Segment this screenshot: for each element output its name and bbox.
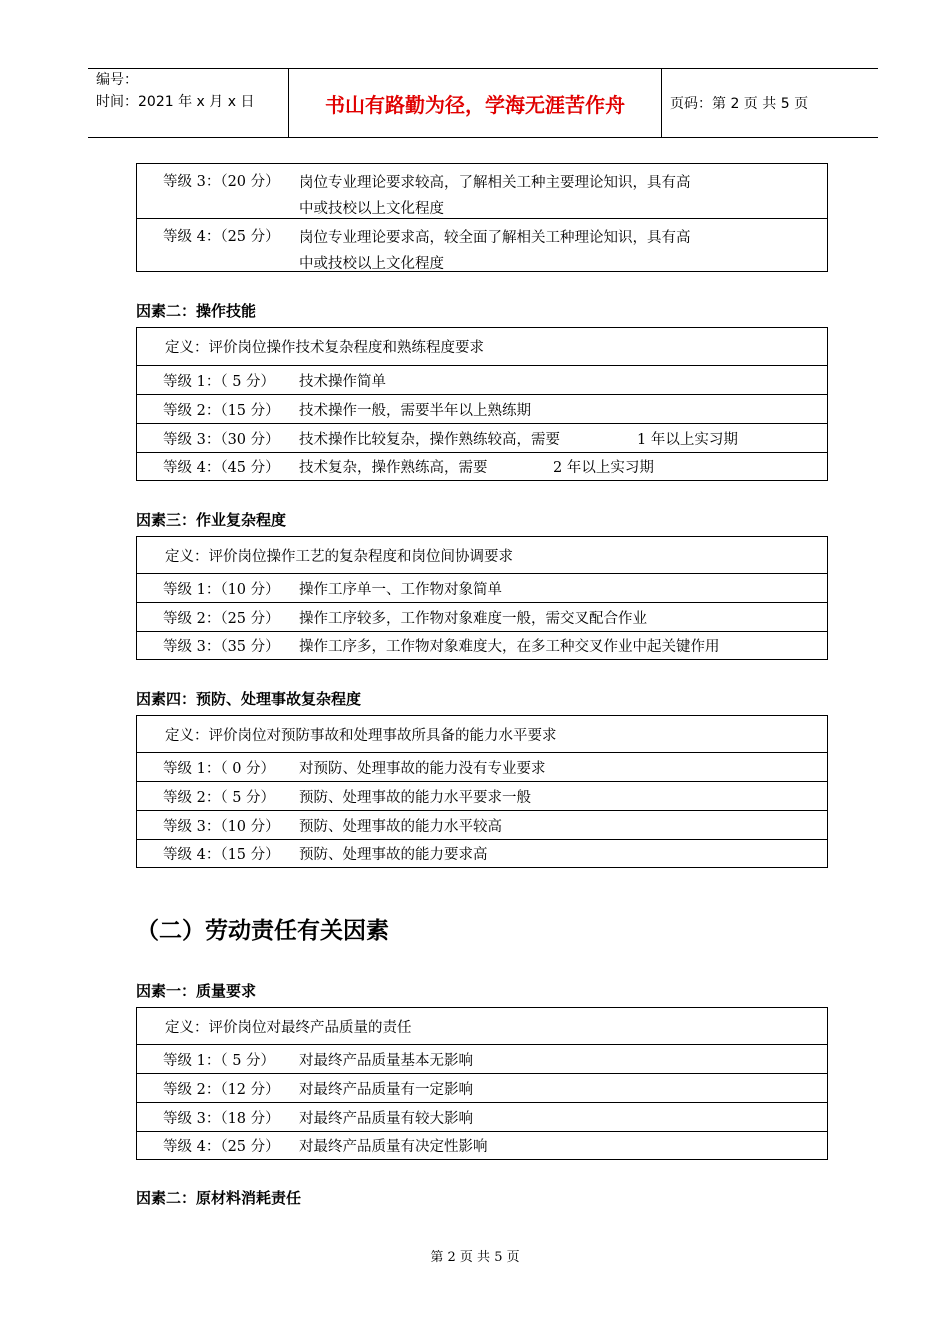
table-row — [137, 218, 827, 271]
table-row — [137, 752, 827, 781]
table-row — [137, 631, 827, 659]
level-label: 等级 2：（25 分） — [163, 610, 280, 627]
level-label: 等级 2：（12 分） — [163, 1081, 280, 1098]
header-motto: 书山有路勤为径，学海无涯苦作舟 — [288, 69, 662, 137]
level-label: 等级 1：（ 0 分） — [163, 760, 276, 777]
table-row — [137, 164, 827, 218]
table-row — [137, 1073, 827, 1102]
level-description: 技术操作简单 — [299, 373, 386, 390]
definition-row — [137, 716, 827, 752]
level-description: 对最终产品质量基本无影响 — [299, 1052, 473, 1069]
knowledge-table — [136, 163, 828, 272]
level-description: 操作工序多，工作物对象难度大，在多工种交叉作业中起关键作用 — [299, 639, 720, 655]
level-label: 等级 1：（10 分） — [163, 581, 280, 598]
level-label: 等级 3：（20 分） — [163, 174, 280, 190]
page-footer: 第 2 页 共 5 页 — [430, 1250, 520, 1265]
level-description: 操作工序较多，工作物对象难度一般，需交叉配合作业 — [299, 610, 647, 627]
level-description — [299, 225, 691, 277]
section-heading: 因素三：作业复杂程度 — [136, 511, 287, 529]
level-label: 等级 4：（25 分） — [163, 229, 280, 245]
level-description: 技术复杂，操作熟练高，需要 — [299, 460, 488, 476]
definition-text: 定义：评价岗位对预防事故和处理事故所具备的能力水平要求 — [165, 727, 557, 744]
table-row — [137, 573, 827, 602]
level-label: 等级 2：（ 5 分） — [163, 789, 276, 806]
level-description: 预防、处理事故的能力水平较高 — [299, 818, 502, 835]
level-label: 等级 3：（18 分） — [163, 1110, 280, 1127]
table-row — [137, 1102, 827, 1131]
complexity-table — [136, 536, 828, 660]
accident-table — [136, 715, 828, 868]
level-label: 等级 3：（30 分） — [163, 431, 280, 448]
level-label: 等级 1：（ 5 分） — [163, 373, 276, 390]
header-page-number: 页码：第 2 页 共 5 页 — [670, 96, 809, 112]
level-extra: 2 年以上实习期 — [553, 460, 654, 476]
level-description: 技术操作比较复杂，操作熟练较高，需要 — [299, 431, 560, 448]
definition-text: 定义：评价岗位对最终产品质量的责任 — [165, 1019, 412, 1036]
table-row — [137, 365, 827, 394]
definition-row — [137, 1008, 827, 1044]
level-description: 对最终产品质量有一定影响 — [299, 1081, 473, 1098]
level-label: 等级 4：（45 分） — [163, 460, 280, 476]
section-heading: 因素四：预防、处理事故复杂程度 — [136, 690, 362, 708]
level-description: 对最终产品质量有较大影响 — [299, 1110, 473, 1127]
page-header — [88, 68, 878, 138]
level-label: 等级 4：（25 分） — [163, 1139, 280, 1155]
section-heading: 因素二：操作技能 — [136, 302, 257, 320]
level-description: 技术操作一般，需要半年以上熟练期 — [299, 402, 531, 419]
level-label: 等级 2：（15 分） — [163, 402, 280, 419]
level-description: 操作工序单一、工作物对象简单 — [299, 581, 502, 598]
section-heading: 因素二：原材料消耗责任 — [136, 1189, 302, 1207]
table-row — [137, 423, 827, 452]
definition-row — [137, 537, 827, 573]
quality-table — [136, 1007, 828, 1160]
header-number: 编号： — [96, 72, 138, 88]
table-row — [137, 452, 827, 480]
table-row — [137, 839, 827, 867]
description-line-1: 岗位专业理论要求较高，了解相关工种主要理论知识，具有高 — [299, 175, 691, 191]
level-description: 对预防、处理事故的能力没有专业要求 — [299, 760, 546, 777]
level-description — [299, 170, 691, 222]
level-extra: 1 年以上实习期 — [637, 431, 738, 448]
table-row — [137, 1044, 827, 1073]
level-label: 等级 1：（ 5 分） — [163, 1052, 276, 1069]
skill-table — [136, 327, 828, 481]
table-row — [137, 810, 827, 839]
level-description: 对最终产品质量有决定性影响 — [299, 1139, 488, 1155]
level-label: 等级 3：（35 分） — [163, 639, 280, 655]
level-label: 等级 3：（10 分） — [163, 818, 280, 835]
description-line-1: 岗位专业理论要求高，较全面了解相关工种理论知识，具有高 — [299, 230, 691, 246]
level-label: 等级 4：（15 分） — [163, 847, 280, 863]
table-row — [137, 1131, 827, 1159]
table-row — [137, 394, 827, 423]
level-description: 预防、处理事故的能力水平要求一般 — [299, 789, 531, 806]
table-row — [137, 602, 827, 631]
definition-text: 定义：评价岗位操作工艺的复杂程度和岗位间协调要求 — [165, 548, 513, 565]
table-row — [137, 781, 827, 810]
definition-row — [137, 328, 827, 365]
part-heading: （二）劳动责任有关因素 — [136, 918, 389, 944]
section-heading: 因素一：质量要求 — [136, 982, 257, 1000]
header-meta — [88, 69, 288, 137]
description-line-2: 中或技校以上文化程度 — [299, 256, 444, 272]
description-line-2: 中或技校以上文化程度 — [299, 201, 444, 217]
definition-text: 定义：评价岗位操作技术复杂程度和熟练程度要求 — [165, 340, 484, 356]
header-time: 时间：2021 年 x 月 x 日 — [96, 94, 255, 110]
level-description: 预防、处理事故的能力要求高 — [299, 847, 488, 863]
